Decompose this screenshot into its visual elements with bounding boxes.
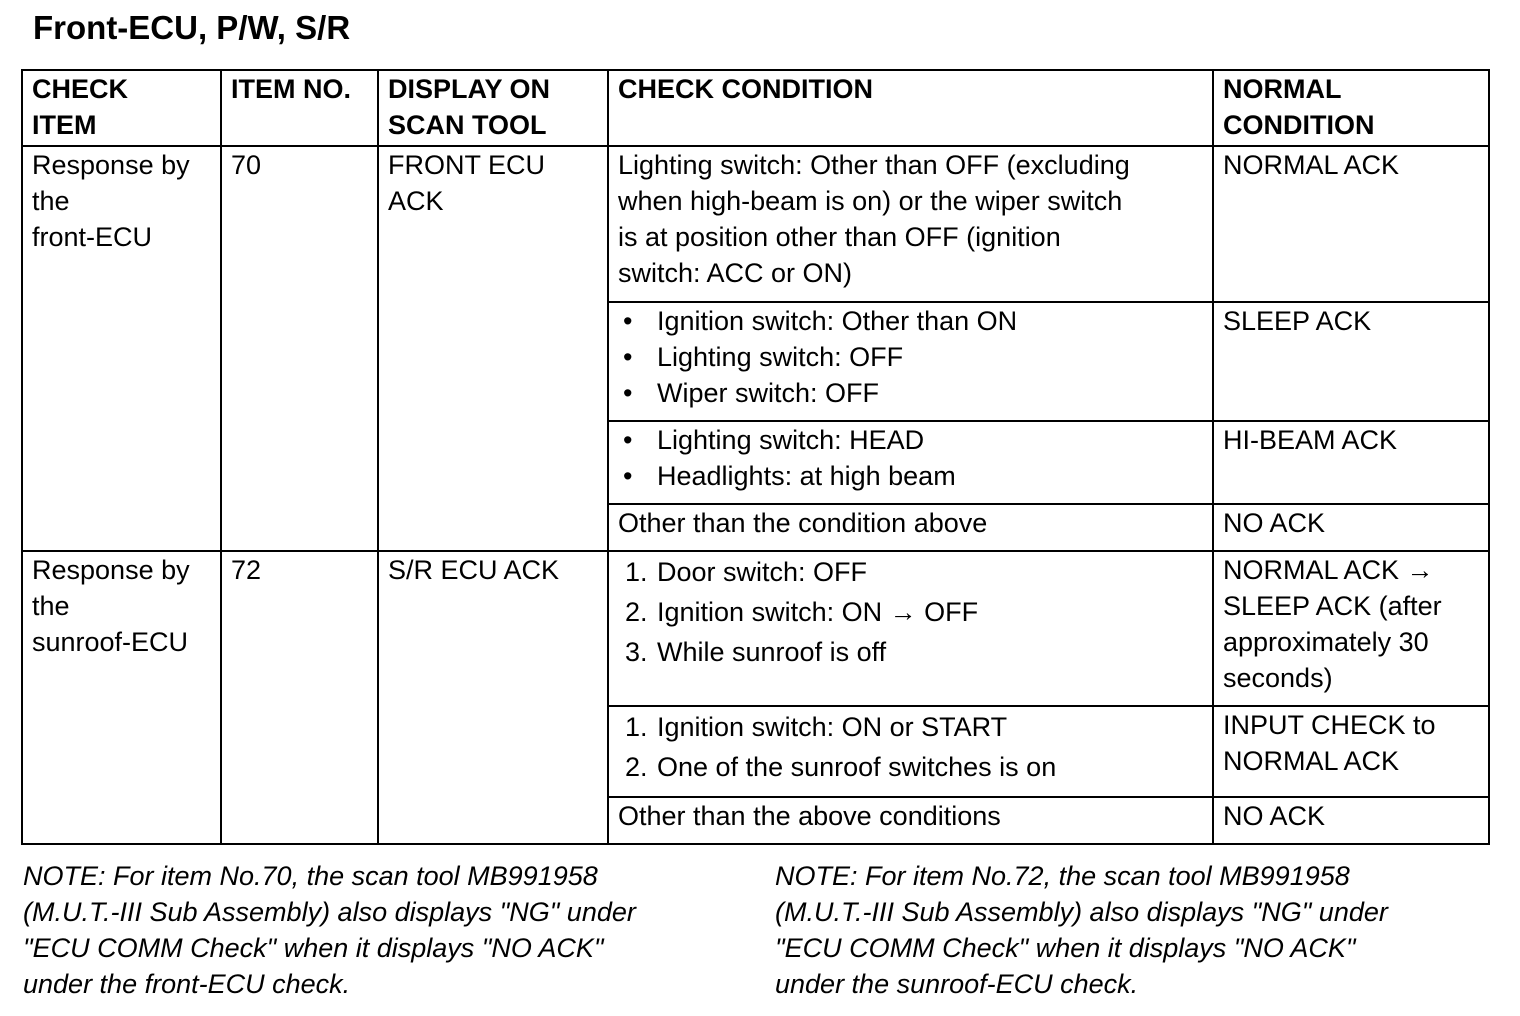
header-row bbox=[22, 70, 1489, 146]
normal-cell: NO ACK bbox=[1213, 797, 1489, 844]
condition-step-list bbox=[618, 552, 1204, 672]
normal-cell: NORMAL ACK bbox=[1213, 146, 1489, 302]
normal-cell: SLEEP ACK bbox=[1213, 302, 1489, 421]
bullet-item: • Ignition switch: Other than ON bbox=[618, 303, 1204, 339]
bullet-item: • Lighting switch: OFF bbox=[618, 339, 1204, 375]
page-title: Front-ECU, P/W, S/R bbox=[33, 9, 351, 46]
bullet-item: • Headlights: at high beam bbox=[618, 458, 1204, 494]
bullet-item: • Lighting switch: HEAD bbox=[618, 422, 1204, 458]
step-item: 1. Ignition switch: ON or START bbox=[625, 712, 1008, 742]
condition-bullet-list bbox=[618, 422, 1204, 494]
note-item-70: NOTE: For item No.70, the scan tool MB991958 (M.U.T.-III Sub Assembly) also displays "NG" under "ECU COMM Check" when it displays "NO ACK" under the front-ECU check. bbox=[23, 861, 636, 999]
header-display: DISPLAY ON SCAN TOOL bbox=[378, 70, 608, 146]
display-cell: FRONT ECU ACK bbox=[378, 146, 608, 551]
step-item: 3. While sunroof is off bbox=[625, 637, 887, 667]
item-no-cell: 72 bbox=[221, 551, 378, 844]
display-cell: S/R ECU ACK bbox=[378, 551, 608, 844]
check-table bbox=[21, 69, 1490, 845]
step-item: 2. One of the sunroof switches is on bbox=[625, 752, 1057, 782]
step-item: 2. Ignition switch: ON → OFF bbox=[625, 597, 979, 627]
item-no-cell: 70 bbox=[221, 146, 378, 551]
table-row bbox=[22, 551, 1489, 706]
condition-cell bbox=[608, 551, 1213, 706]
normal-cell: HI-BEAM ACK bbox=[1213, 421, 1489, 504]
condition-step-list bbox=[618, 707, 1204, 787]
check-item-cell: Response by the front-ECU bbox=[22, 146, 221, 551]
table-row bbox=[22, 146, 1489, 302]
header-check-item: CHECK ITEM bbox=[22, 70, 221, 146]
header-check-condition: CHECK CONDITION bbox=[608, 70, 1213, 146]
note-item-72: NOTE: For item No.72, the scan tool MB991958 (M.U.T.-III Sub Assembly) also displays "NG" under "ECU COMM Check" when it displays "NO ACK" under the sunroof-ECU check. bbox=[775, 861, 1388, 999]
normal-cell: INPUT CHECK to NORMAL ACK bbox=[1213, 706, 1489, 797]
bullet-item: • Wiper switch: OFF bbox=[618, 375, 1204, 411]
header-normal-condition: NORMAL CONDITION bbox=[1213, 70, 1489, 146]
check-item-cell: Response by the sunroof-ECU bbox=[22, 551, 221, 844]
header-item-no: ITEM NO. bbox=[221, 70, 378, 146]
condition-cell bbox=[608, 302, 1213, 421]
condition-cell: Other than the above conditions bbox=[608, 797, 1213, 844]
condition-cell: Other than the condition above bbox=[608, 504, 1213, 551]
condition-cell bbox=[608, 421, 1213, 504]
condition-cell: Lighting switch: Other than OFF (excluding when high-beam is on) or the wiper switch is at position other than OFF (ignition switch: ACC or ON) bbox=[608, 146, 1213, 302]
condition-cell bbox=[608, 706, 1213, 797]
condition-bullet-list bbox=[618, 303, 1204, 411]
step-item: 1. Door switch: OFF bbox=[625, 557, 868, 587]
normal-cell: NORMAL ACK → SLEEP ACK (after approximately 30 seconds) bbox=[1213, 551, 1489, 706]
normal-cell: NO ACK bbox=[1213, 504, 1489, 551]
